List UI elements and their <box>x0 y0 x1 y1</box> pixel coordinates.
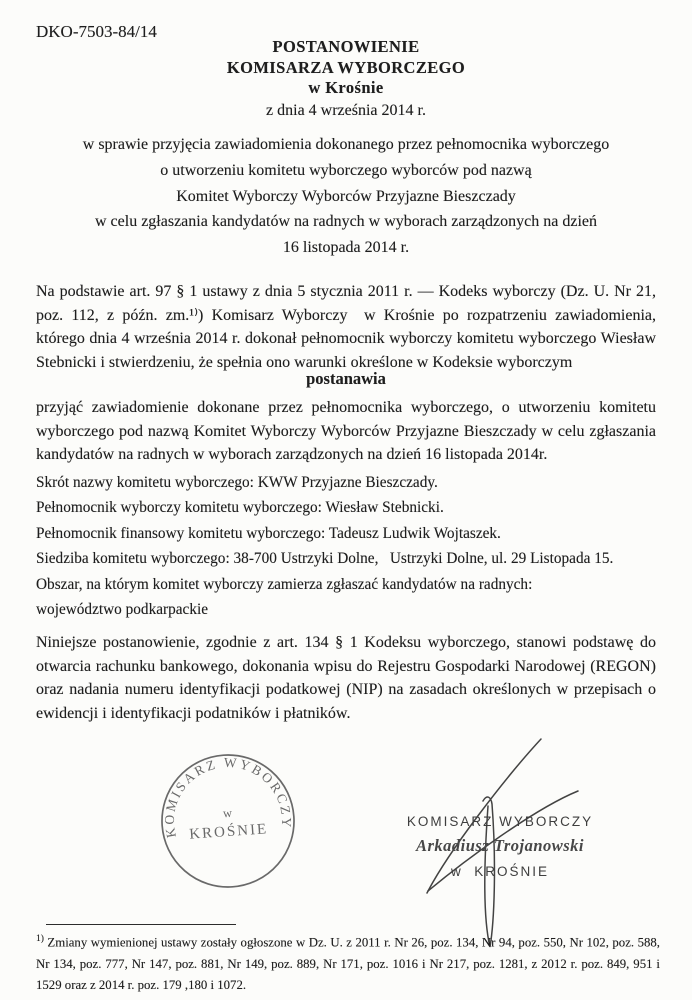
legal-basis-paragraph: Na podstawie art. 97 § 1 ustawy z dnia 5 stycznia 2011 r. — Kodeks wyborczy (Dz. U. Nr 21, poz. 112, z późn. zm.¹⁾) Komisarz Wyborczy w Krośnie po rozpatrzeniu zawiadomienia, którego dnia 4 września 2014 r. dokonał pełnomocnik wyborczy komitetu wyborczego Wiesław Stebnicki i stwierdzeniu, że spełnia ono warunki określone w Kodeksie wyborczym <box>36 283 660 371</box>
date-line: z dnia 4 września 2014 r. <box>266 102 426 119</box>
subject-line: w sprawie przyjęcia zawiadomienia dokonanego przez pełnomocnika wyborczego <box>82 136 610 153</box>
title-line-1: POSTANOWIENIE <box>272 37 420 56</box>
detail-line-electoral-agent: Pełnomocnik wyborczy komitetu wyborczego: Wiesław Stebnicki. <box>36 499 444 517</box>
subject-line: 16 listopada 2014 r. <box>282 239 410 257</box>
subject-line: o utworzeniu komitetu wyborczego wyborców pod nazwą <box>160 161 532 179</box>
signature-stamp-line2: w KROŚNIE <box>450 863 549 879</box>
detail-line-area-value: województwo podkarpackie <box>36 601 209 619</box>
title-line-3: w Krośnie <box>308 78 384 97</box>
detail-line-abbreviation: Skrót nazwy komitetu wyborczego: KWW Przyjazne Bieszczady. <box>36 474 438 491</box>
detail-line-area-label: Obszar, na którym komitet wyborczy zamierza zgłaszać kandydatów na radnych: <box>36 575 533 593</box>
round-stamp-icon <box>157 750 298 891</box>
detail-line-committee-seat: Siedziba komitetu wyborczego: 38-700 Ustrzyki Dolne, Ustrzyki Dolne, ul. 29 Listopada 15. <box>36 550 614 568</box>
footnote-marker: 1) <box>36 934 44 944</box>
footnote-separator <box>46 924 236 925</box>
document-title <box>0 37 692 99</box>
title-line-2: KOMISARZA WYBORCZEGO <box>226 57 466 77</box>
footnote-text: Zmiany wymienionej ustawy zostały ogłoszone w Dz. U. z 2011 r. Nr 26, poz. 134, Nr 94, poz. 550, Nr 102, poz. 588, Nr 134, poz. 777, Nr 147, poz. 881, Nr 149, poz. 889, Nr 171, poz. 1016 i Nr 217, poz. 1281, z 2012 r. poz. 849, 951 i 1529 oraz z 2014 r. poz. 179 ,180 i 1072. <box>36 935 660 993</box>
subject-line: Komitet Wyborczy Wyborców Przyjazne Bieszczady <box>176 187 516 205</box>
decision-word: postanawia <box>306 369 386 388</box>
detail-line-financial-agent: Pełnomocnik finansowy komitetu wyborczego: Tadeusz Ludwik Wojtaszek. <box>36 524 501 542</box>
svg-text:KOMISARZ WYBORCZY <box>157 750 295 839</box>
round-stamp-ring-text: KOMISARZ WYBORCZY <box>161 754 295 840</box>
signature-stamp-line1: KOMISARZ WYBORCZY <box>406 814 594 829</box>
round-stamp-center-line1: w <box>222 805 233 821</box>
committee-details <box>36 470 661 622</box>
signer-name: Arkadiusz Trojanowski <box>415 836 585 855</box>
footnote <box>36 929 660 997</box>
closing-paragraph: Niniejsze postanowienie, zgodnie z art. 134 § 1 Kodeksu wyborczego, stanowi podstawę do otwarcia rachunku bankowego, dokonania wpisu do Rejestru Gospodarki Narodowej (REGON) oraz nadania numeru identyfikacji podatkowej (NIP) na zasadach określonych w przepisach o ewidencji i identyfikacji podatników i płatników. <box>36 634 660 722</box>
subject-block <box>0 132 692 261</box>
decision-paragraph: przyjąć zawiadomienie dokonane przez pełnomocnika wyborczego, o utworzeniu komitetu wyborczego pod nazwą Komitet Wyborczy Wyborców Przyjazne Bieszczady w celu zgłaszania kandydatów na radnych w wyborach zarządzonych na dzień 16 listopada 2014r. <box>36 399 660 463</box>
round-stamp-center-line2: KROŚNIE <box>188 821 269 843</box>
subject-line: w celu zgłaszania kandydatów na radnych w wyborach zarządzonych na dzień <box>95 213 597 231</box>
reference-number: DKO-7503-84/14 <box>36 22 157 41</box>
